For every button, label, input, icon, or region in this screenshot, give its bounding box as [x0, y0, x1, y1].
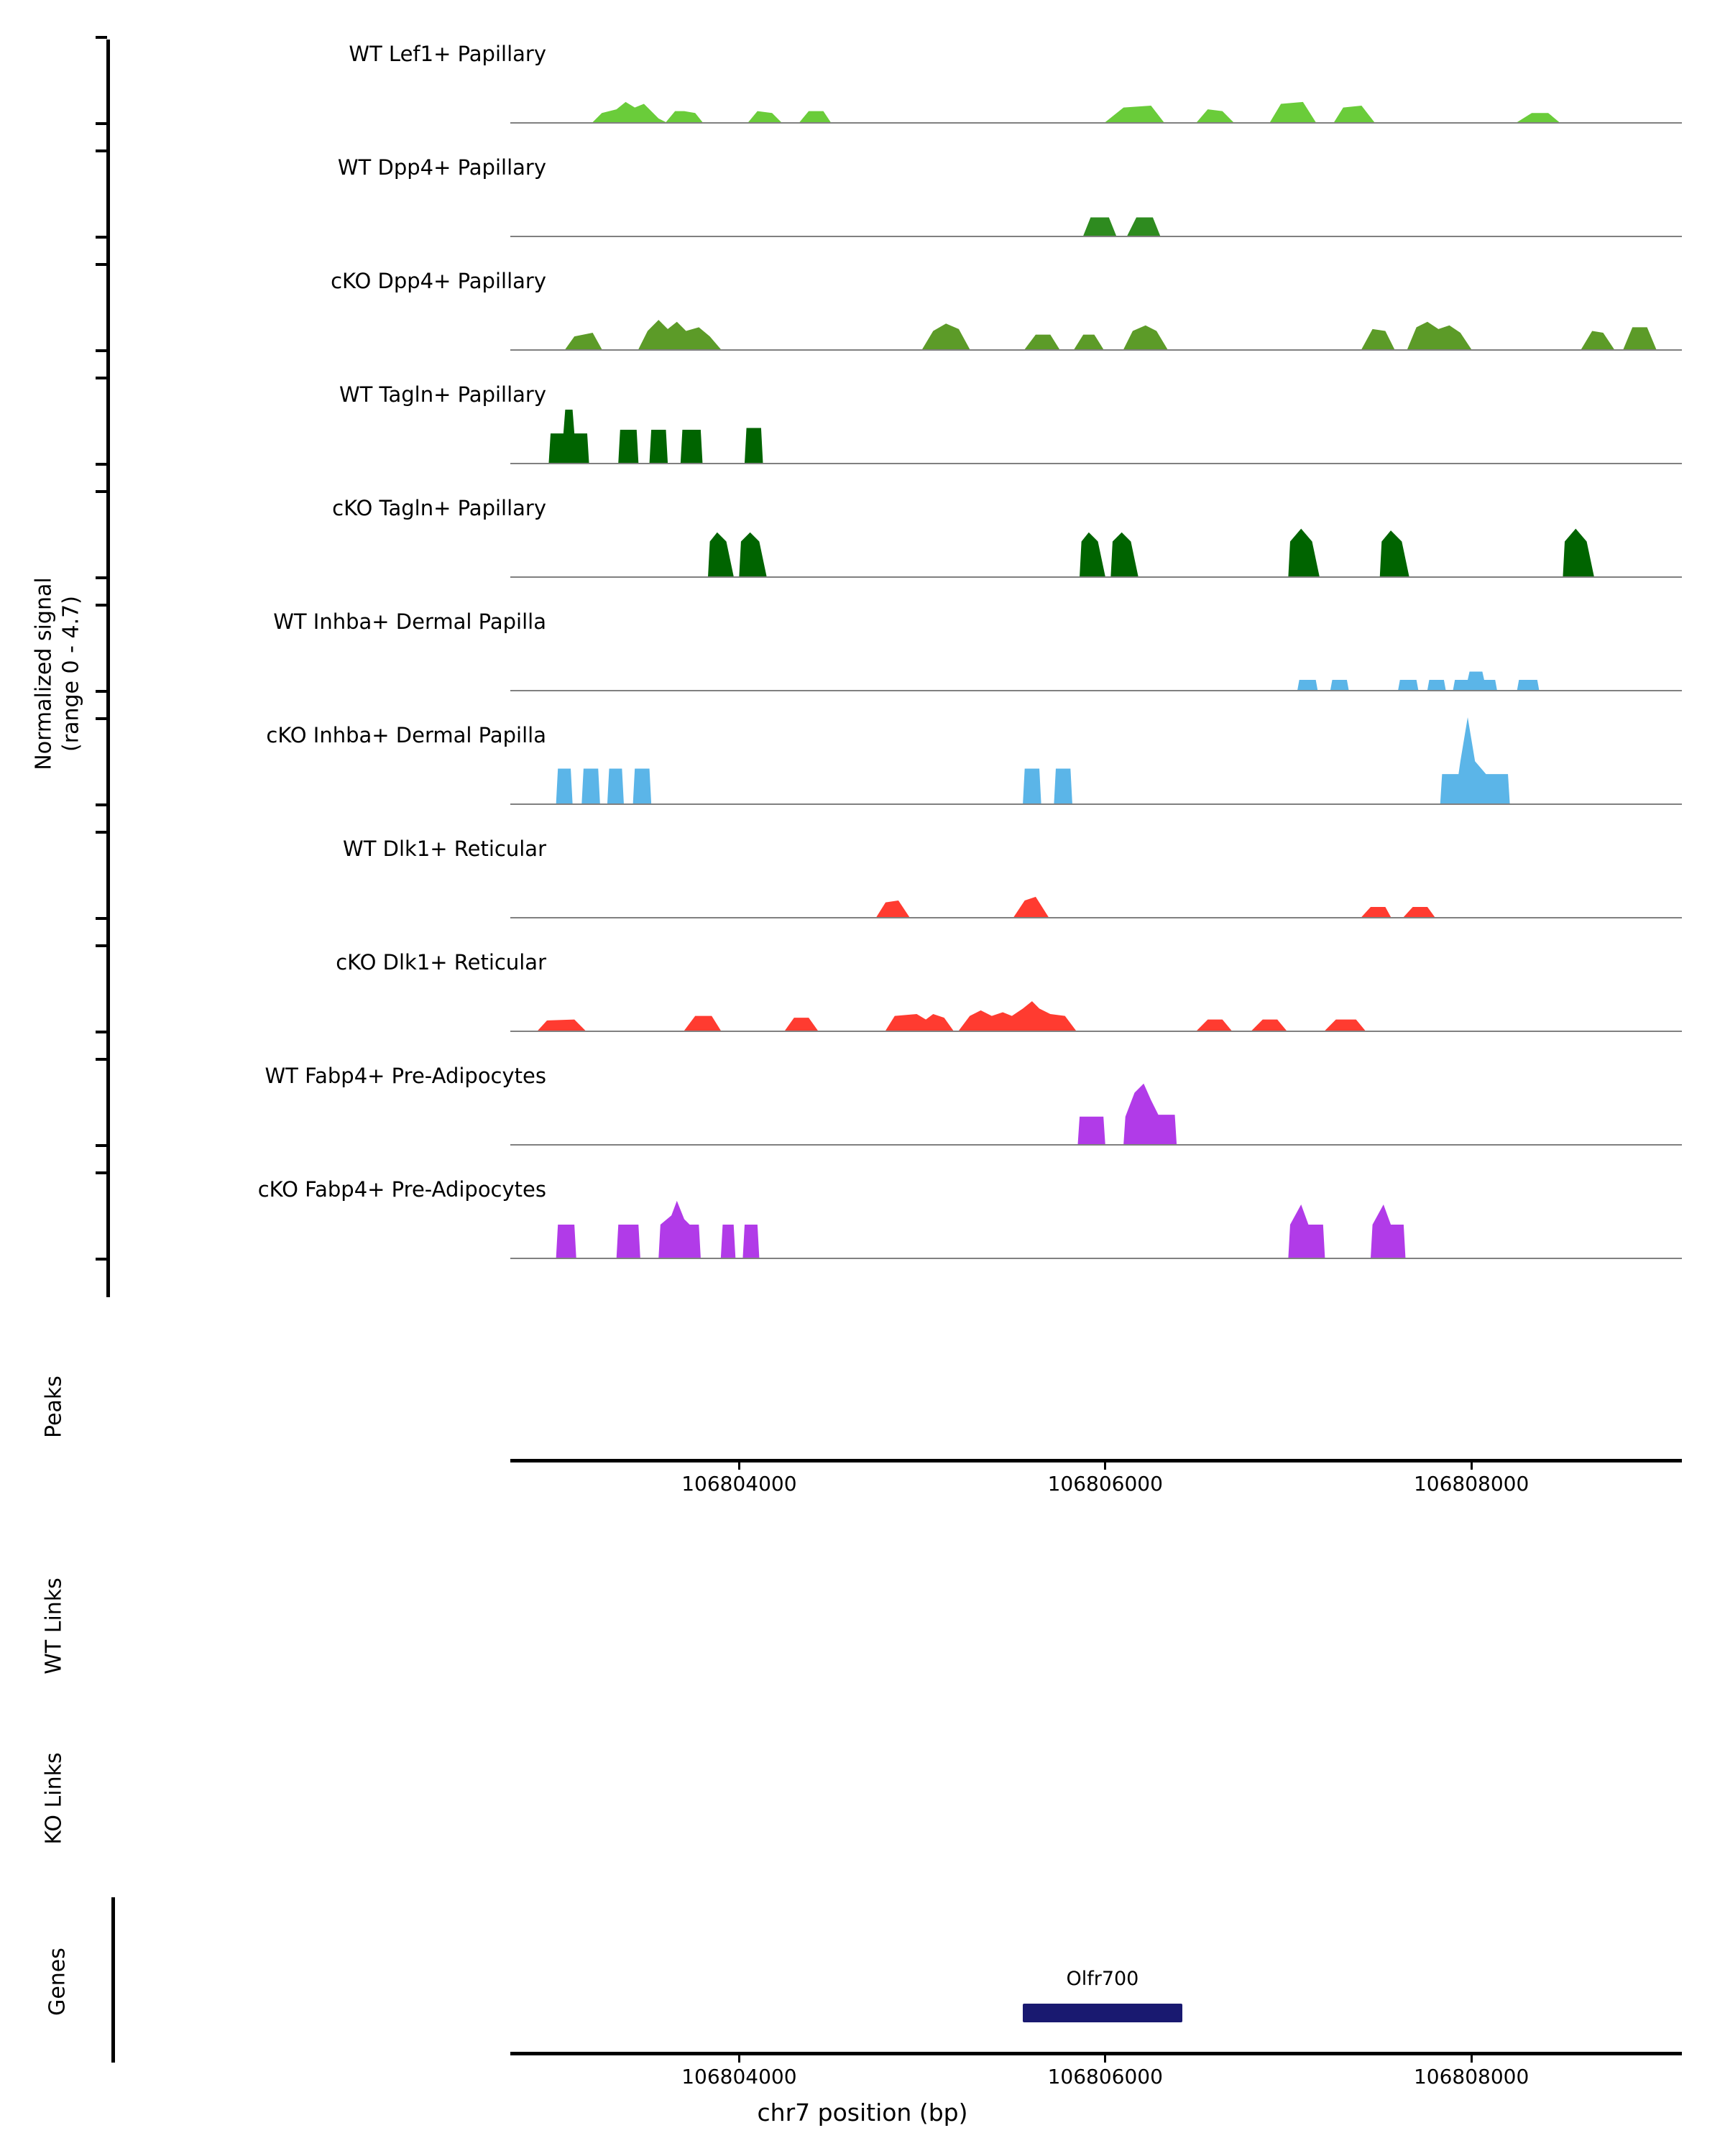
- peaks-section-label: [42, 1335, 67, 1479]
- track-label: WT Inhba+ Dermal Papilla: [273, 609, 546, 634]
- peaks-axis-line: [510, 1459, 1682, 1462]
- x-axis-tick-label: 106808000: [1413, 1472, 1530, 1496]
- genes-label-text: Genes: [45, 1948, 70, 2016]
- ko-links-label-text: KO Links: [41, 1752, 67, 1845]
- track-label: cKO Inhba+ Dermal Papilla: [266, 723, 546, 747]
- y-axis-label-line1: Normalized signal: [31, 577, 57, 770]
- x-axis-tick-label: 106804000: [681, 2065, 797, 2088]
- genes-track: [510, 1912, 1682, 2048]
- track-label: cKO Fabp4+ Pre-Adipocytes: [257, 1177, 546, 1202]
- track-label: WT Lef1+ Papillary: [349, 42, 546, 66]
- track-signal: [510, 36, 1682, 124]
- signal-axis-tick: [96, 349, 107, 352]
- x-axis-tick-label: 106804000: [681, 1472, 797, 1496]
- track-label: WT Fabp4+ Pre-Adipocytes: [264, 1064, 546, 1088]
- signal-axis-tick: [96, 236, 107, 239]
- signal-axis-tick: [96, 803, 107, 806]
- signal-axis-tick: [96, 377, 107, 379]
- signal-axis-tick: [96, 122, 107, 125]
- x-axis-tick: [1471, 2055, 1473, 2063]
- track-signal: [510, 944, 1682, 1032]
- signal-axis-tick: [96, 831, 107, 834]
- gene-body[interactable]: [1023, 2004, 1182, 2022]
- wt-links-label-text: WT Links: [41, 1577, 67, 1674]
- wt-links-section-label: [42, 1529, 67, 1723]
- signal-axis-tick: [96, 490, 107, 493]
- signal-axis-tick: [96, 690, 107, 693]
- signal-axis-tick: [96, 1171, 107, 1174]
- track-label: cKO Tagln+ Papillary: [332, 496, 546, 520]
- x-axis-tick-label: 106808000: [1413, 2065, 1530, 2088]
- signal-axis-tick: [96, 263, 107, 266]
- genes-spine: [111, 1897, 115, 2063]
- signal-axis-tick: [96, 576, 107, 579]
- x-axis-tick: [738, 2055, 740, 2063]
- signal-axis-tick: [96, 604, 107, 607]
- signal-axis-spine: [106, 40, 110, 1297]
- track-signal: [510, 149, 1682, 237]
- track-label: cKO Dpp4+ Papillary: [331, 269, 546, 293]
- x-axis-tick-label: 106806000: [1047, 2065, 1163, 2088]
- gene-label: Olfr700: [1066, 1968, 1139, 1990]
- x-axis-tick: [1471, 1462, 1473, 1470]
- track-label: WT Dpp4+ Papillary: [337, 155, 546, 180]
- y-axis-label: [31, 523, 85, 825]
- ko-links-track: [510, 1725, 1682, 1897]
- track-signal: [510, 717, 1682, 805]
- signal-axis-tick: [96, 1031, 107, 1033]
- x-axis-title: chr7 position (bp): [757, 2099, 968, 2127]
- track-signal: [510, 490, 1682, 578]
- y-axis-label-line2: (range 0 - 4.7): [58, 596, 83, 752]
- signal-axis-tick: [96, 917, 107, 920]
- track-signal: [510, 377, 1682, 464]
- x-axis-tick: [1104, 2055, 1106, 2063]
- signal-axis-tick: [96, 463, 107, 466]
- track-signal: [510, 604, 1682, 691]
- genes-axis-line: [510, 2052, 1682, 2055]
- track-signal: [510, 1058, 1682, 1146]
- track-label: cKO Dlk1+ Reticular: [336, 950, 546, 975]
- x-axis-tick: [738, 1462, 740, 1470]
- signal-axis-tick: [96, 1258, 107, 1261]
- signal-axis-tick: [96, 717, 107, 720]
- signal-axis-tick: [96, 36, 107, 39]
- peaks-track: [510, 1337, 1682, 1459]
- x-axis-tick-label: 106806000: [1047, 1472, 1163, 1496]
- track-label: WT Dlk1+ Reticular: [343, 837, 546, 861]
- track-label: WT Tagln+ Papillary: [339, 382, 546, 407]
- wt-links-track: [510, 1516, 1682, 1718]
- track-signal: [510, 263, 1682, 351]
- signal-axis-tick: [96, 149, 107, 152]
- signal-axis-tick: [96, 1144, 107, 1147]
- track-signal: [510, 1171, 1682, 1259]
- genes-section-label: [45, 1892, 70, 2072]
- track-signal: [510, 831, 1682, 918]
- peaks-label-text: Peaks: [41, 1376, 67, 1438]
- signal-axis-tick: [96, 1058, 107, 1061]
- x-axis-tick: [1104, 1462, 1106, 1470]
- signal-axis-tick: [96, 944, 107, 947]
- ko-links-section-label: [42, 1702, 67, 1896]
